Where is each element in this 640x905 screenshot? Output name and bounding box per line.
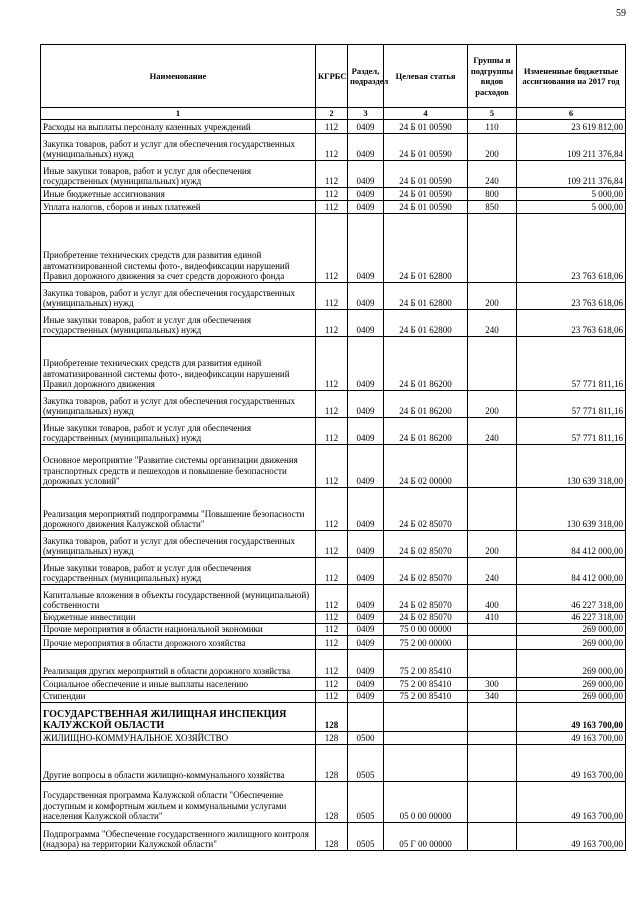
row-name: Основное мероприятие "Развитие системы организации движения транспортных средств и пешеходов и повышение безопасности дорожных условий" <box>41 444 316 487</box>
table-row <box>41 611 626 623</box>
table-row <box>41 309 626 336</box>
row-kgrbs: 112 <box>316 690 348 702</box>
header-appropriations: Измененные бюджетные ассигнования на 2017 год <box>517 45 626 108</box>
row-name: Государственная программа Калужской области "Обеспечение доступным и комфортным жильем и коммунальными услугами населения Калужской области" <box>41 781 316 822</box>
table-row <box>41 677 626 690</box>
row-kgrbs: 128 <box>316 744 348 781</box>
row-amount: 49 163 700,00 <box>517 731 626 744</box>
row-kgrbs: 112 <box>316 611 348 623</box>
row-target-article: 24 Б 01 00590 <box>384 133 468 160</box>
row-expense-group: 240 <box>468 160 517 187</box>
row-expense-group <box>468 623 517 635</box>
row-section: 0409 <box>348 649 384 677</box>
row-expense-group <box>468 444 517 487</box>
row-target-article: 75 2 00 85410 <box>384 690 468 702</box>
row-expense-group: 340 <box>468 690 517 702</box>
row-kgrbs: 112 <box>316 160 348 187</box>
row-target-article: 24 Б 01 00590 <box>384 119 468 133</box>
row-expense-group <box>468 649 517 677</box>
row-amount: 23 763 618,06 <box>517 282 626 309</box>
row-kgrbs: 112 <box>316 390 348 417</box>
row-kgrbs: 112 <box>316 213 348 282</box>
row-kgrbs: 128 <box>316 781 348 822</box>
row-section: 0409 <box>348 309 384 336</box>
row-kgrbs: 112 <box>316 635 348 649</box>
header-section: Раздел, подраздел <box>348 45 384 108</box>
row-target-article <box>384 744 468 781</box>
row-amount: 49 163 700,00 <box>517 781 626 822</box>
row-name: Приобретение технических средств для развития единой автоматизированной системы фото-, видеофиксации нарушений Правил дорожного движения за счет средств дорожного фонда <box>41 213 316 282</box>
row-expense-group <box>468 744 517 781</box>
table-row <box>41 187 626 200</box>
row-name: ГОСУДАРСТВЕННАЯ ЖИЛИЩНАЯ ИНСПЕКЦИЯ КАЛУЖСКОЙ ОБЛАСТИ <box>41 702 316 731</box>
row-section: 0409 <box>348 487 384 530</box>
row-expense-group: 240 <box>468 557 517 584</box>
row-expense-group: 410 <box>468 611 517 623</box>
row-section: 0409 <box>348 336 384 390</box>
row-name: Приобретение технических средств для развития единой автоматизированной системы фото-, видеофиксации нарушений Правил дорожного движения <box>41 336 316 390</box>
row-section: 0409 <box>348 635 384 649</box>
row-target-article <box>384 731 468 744</box>
table-row <box>41 702 626 731</box>
row-section: 0409 <box>348 677 384 690</box>
row-expense-group <box>468 336 517 390</box>
row-name: Иные закупки товаров, работ и услуг для обеспечения государственных (муниципальных) нужд <box>41 417 316 444</box>
header-target-article: Целевая статья <box>384 45 468 108</box>
row-section: 0409 <box>348 213 384 282</box>
column-number: 5 <box>468 108 517 120</box>
row-expense-group <box>468 213 517 282</box>
row-amount: 23 619 812,00 <box>517 119 626 133</box>
row-expense-group <box>468 781 517 822</box>
row-name: Прочие мероприятия в области дорожного хозяйства <box>41 635 316 649</box>
row-target-article: 75 2 00 00000 <box>384 635 468 649</box>
row-kgrbs: 112 <box>316 187 348 200</box>
row-target-article: 05 0 00 00000 <box>384 781 468 822</box>
row-amount: 5 000,00 <box>517 200 626 213</box>
row-amount: 46 227 318,00 <box>517 611 626 623</box>
row-amount: 269 000,00 <box>517 690 626 702</box>
table-row <box>41 822 626 850</box>
row-amount: 46 227 318,00 <box>517 584 626 611</box>
row-section: 0409 <box>348 200 384 213</box>
row-name: Реализация мероприятий подпрограммы "Повышение безопасности дорожного движения Калужской области" <box>41 487 316 530</box>
row-amount: 109 211 376,84 <box>517 160 626 187</box>
row-section: 0505 <box>348 781 384 822</box>
row-section: 0409 <box>348 133 384 160</box>
table-row <box>41 119 626 133</box>
row-target-article: 24 Б 02 85070 <box>384 584 468 611</box>
row-kgrbs: 112 <box>316 557 348 584</box>
table-row <box>41 390 626 417</box>
row-kgrbs: 112 <box>316 649 348 677</box>
row-target-article: 75 0 00 00000 <box>384 623 468 635</box>
row-name: Подпрограмма "Обеспечение государственного жилищного контроля (надзора) на территории Калужской области" <box>41 822 316 850</box>
row-amount: 23 763 618,06 <box>517 213 626 282</box>
row-expense-group <box>468 635 517 649</box>
row-name: Уплата налогов, сборов и иных платежей <box>41 200 316 213</box>
row-target-article: 24 Б 01 62800 <box>384 282 468 309</box>
row-section: 0409 <box>348 530 384 557</box>
row-name: Иные закупки товаров, работ и услуг для обеспечения государственных (муниципальных) нужд <box>41 309 316 336</box>
table-row <box>41 781 626 822</box>
table-row <box>41 336 626 390</box>
column-number: 2 <box>316 108 348 120</box>
header-expense-groups: Группы и подгруппы видов расходов <box>468 45 517 108</box>
row-name: Иные бюджетные ассигнования <box>41 187 316 200</box>
row-kgrbs: 128 <box>316 731 348 744</box>
row-name: Иные закупки товаров, работ и услуг для обеспечения государственных (муниципальных) нужд <box>41 160 316 187</box>
row-name: Другие вопросы в области жилищно-коммунального хозяйства <box>41 744 316 781</box>
row-section: 0505 <box>348 744 384 781</box>
row-kgrbs: 128 <box>316 702 348 731</box>
table-row <box>41 487 626 530</box>
table-row <box>41 731 626 744</box>
page-number: 59 <box>616 8 626 19</box>
row-section: 0409 <box>348 690 384 702</box>
row-target-article: 24 Б 01 00590 <box>384 200 468 213</box>
column-number: 4 <box>384 108 468 120</box>
row-section: 0500 <box>348 731 384 744</box>
row-section: 0409 <box>348 611 384 623</box>
row-expense-group <box>468 702 517 731</box>
row-expense-group: 200 <box>468 133 517 160</box>
row-expense-group: 240 <box>468 309 517 336</box>
row-amount: 269 000,00 <box>517 677 626 690</box>
row-amount: 57 771 811,16 <box>517 417 626 444</box>
row-kgrbs: 112 <box>316 530 348 557</box>
row-kgrbs: 112 <box>316 487 348 530</box>
row-kgrbs: 112 <box>316 200 348 213</box>
row-kgrbs: 112 <box>316 282 348 309</box>
row-expense-group: 400 <box>468 584 517 611</box>
row-target-article: 75 2 00 85410 <box>384 677 468 690</box>
row-target-article: 24 Б 02 85070 <box>384 611 468 623</box>
row-amount: 23 763 618,06 <box>517 309 626 336</box>
row-target-article: 24 Б 02 85070 <box>384 557 468 584</box>
row-kgrbs: 112 <box>316 309 348 336</box>
row-expense-group: 200 <box>468 530 517 557</box>
row-expense-group: 110 <box>468 119 517 133</box>
row-kgrbs: 112 <box>316 417 348 444</box>
table-row <box>41 557 626 584</box>
header-name: Наименование <box>41 45 316 108</box>
column-number: 3 <box>348 108 384 120</box>
row-amount: 49 163 700,00 <box>517 822 626 850</box>
row-name: ЖИЛИЩНО-КОММУНАЛЬНОЕ ХОЗЯЙСТВО <box>41 731 316 744</box>
row-amount: 57 771 811,16 <box>517 336 626 390</box>
budget-table <box>40 44 626 851</box>
table-row <box>41 200 626 213</box>
row-amount: 269 000,00 <box>517 649 626 677</box>
row-section: 0409 <box>348 417 384 444</box>
table-row <box>41 282 626 309</box>
row-target-article: 24 Б 01 62800 <box>384 213 468 282</box>
table-row <box>41 417 626 444</box>
header-row <box>41 45 626 108</box>
row-amount: 130 639 318,00 <box>517 444 626 487</box>
row-amount: 49 163 700,00 <box>517 702 626 731</box>
row-kgrbs: 112 <box>316 623 348 635</box>
table-row <box>41 623 626 635</box>
row-section: 0409 <box>348 187 384 200</box>
row-kgrbs: 112 <box>316 444 348 487</box>
row-target-article: 24 Б 01 86200 <box>384 390 468 417</box>
row-kgrbs: 112 <box>316 584 348 611</box>
row-expense-group <box>468 822 517 850</box>
table-row <box>41 690 626 702</box>
row-section: 0409 <box>348 557 384 584</box>
row-kgrbs: 112 <box>316 336 348 390</box>
row-target-article: 24 Б 01 62800 <box>384 309 468 336</box>
row-kgrbs: 112 <box>316 119 348 133</box>
row-name: Закупка товаров, работ и услуг для обеспечения государственных (муниципальных) нужд <box>41 530 316 557</box>
table-row <box>41 213 626 282</box>
row-amount: 84 412 000,00 <box>517 557 626 584</box>
row-target-article: 24 Б 02 85070 <box>384 487 468 530</box>
row-amount: 130 639 318,00 <box>517 487 626 530</box>
row-kgrbs: 112 <box>316 133 348 160</box>
row-target-article: 24 Б 01 86200 <box>384 336 468 390</box>
row-section: 0409 <box>348 160 384 187</box>
row-target-article: 24 Б 01 86200 <box>384 417 468 444</box>
row-expense-group: 240 <box>468 417 517 444</box>
row-name: Бюджетные инвестиции <box>41 611 316 623</box>
table-row <box>41 649 626 677</box>
row-expense-group: 200 <box>468 390 517 417</box>
column-number-row <box>41 108 626 120</box>
row-expense-group <box>468 487 517 530</box>
header-kgrbs: КГРБС <box>316 45 348 108</box>
row-section: 0409 <box>348 390 384 417</box>
row-kgrbs: 112 <box>316 677 348 690</box>
table-row <box>41 133 626 160</box>
column-number: 6 <box>517 108 626 120</box>
row-target-article: 24 Б 02 85070 <box>384 530 468 557</box>
row-name: Стипендии <box>41 690 316 702</box>
table-row <box>41 444 626 487</box>
row-target-article: 24 Б 01 00590 <box>384 187 468 200</box>
row-expense-group: 200 <box>468 282 517 309</box>
row-name: Закупка товаров, работ и услуг для обеспечения государственных (муниципальных) нужд <box>41 390 316 417</box>
row-target-article: 24 Б 01 00590 <box>384 160 468 187</box>
row-amount: 109 211 376,84 <box>517 133 626 160</box>
row-amount: 84 412 000,00 <box>517 530 626 557</box>
row-amount: 269 000,00 <box>517 635 626 649</box>
row-expense-group: 800 <box>468 187 517 200</box>
row-expense-group: 850 <box>468 200 517 213</box>
row-section <box>348 702 384 731</box>
row-name: Капитальные вложения в объекты государственной (муниципальной) собственности <box>41 584 316 611</box>
row-name: Расходы на выплаты персоналу казенных учреждений <box>41 119 316 133</box>
table-row <box>41 584 626 611</box>
row-target-article: 24 Б 02 00000 <box>384 444 468 487</box>
row-name: Закупка товаров, работ и услуг для обеспечения государственных (муниципальных) нужд <box>41 282 316 309</box>
row-name: Закупка товаров, работ и услуг для обеспечения государственных (муниципальных) нужд <box>41 133 316 160</box>
row-target-article: 05 Г 00 00000 <box>384 822 468 850</box>
row-section: 0409 <box>348 119 384 133</box>
row-name: Реализация других мероприятий в области дорожного хозяйства <box>41 649 316 677</box>
table-body <box>41 119 626 850</box>
row-amount: 5 000,00 <box>517 187 626 200</box>
table-row <box>41 744 626 781</box>
row-target-article: 75 2 00 85410 <box>384 649 468 677</box>
table-row <box>41 635 626 649</box>
row-amount: 269 000,00 <box>517 623 626 635</box>
row-expense-group <box>468 731 517 744</box>
row-amount: 57 771 811,16 <box>517 390 626 417</box>
row-name: Социальное обеспечение и иные выплаты населению <box>41 677 316 690</box>
table-row <box>41 530 626 557</box>
row-name: Иные закупки товаров, работ и услуг для обеспечения государственных (муниципальных) нужд <box>41 557 316 584</box>
row-section: 0409 <box>348 282 384 309</box>
row-name: Прочие мероприятия в области национальной экономики <box>41 623 316 635</box>
row-expense-group: 300 <box>468 677 517 690</box>
row-kgrbs: 128 <box>316 822 348 850</box>
table-row <box>41 160 626 187</box>
row-section: 0409 <box>348 584 384 611</box>
row-section: 0409 <box>348 444 384 487</box>
row-section: 0505 <box>348 822 384 850</box>
row-target-article <box>384 702 468 731</box>
column-number: 1 <box>41 108 316 120</box>
row-section: 0409 <box>348 623 384 635</box>
row-amount: 49 163 700,00 <box>517 744 626 781</box>
